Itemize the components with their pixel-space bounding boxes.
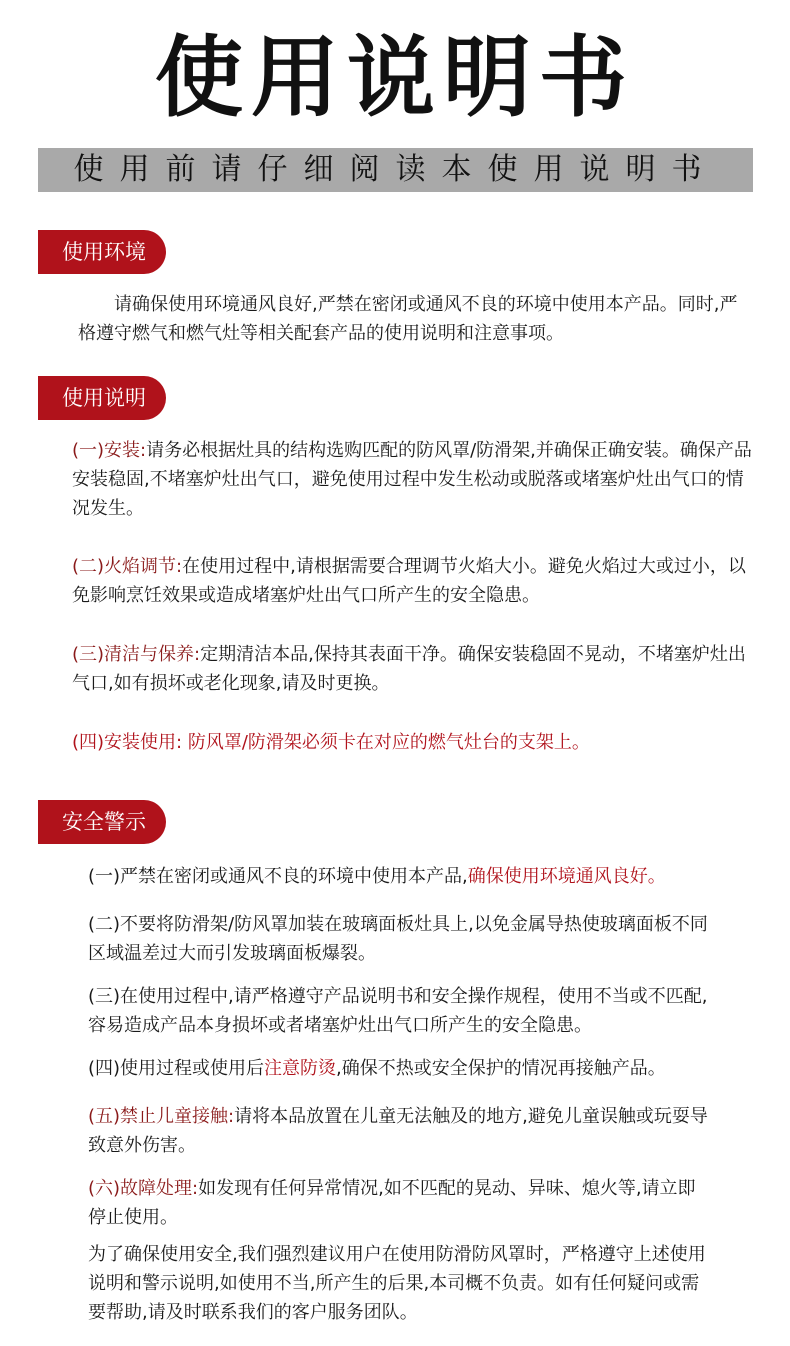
usage-item-1-label: (一)安装: <box>72 440 147 461</box>
usage-item-3-label: (三)清洁与保养: <box>72 644 201 665</box>
usage-item-4 <box>72 728 752 757</box>
safety-item-4-post: ,确保不热或安全保护的情况再接触产品。 <box>336 1058 666 1079</box>
usage-item-4-label: (四)安装使用: 防风罩/防滑架必须卡在对应的燃气灶台的支架上。 <box>72 732 590 753</box>
usage-item-1-text: 请务必根据灶具的结构选购匹配的防风罩/防滑架,并确保正确安装。确保产品安装稳固,不堵塞炉灶出气口，避免使用过程中发生松动或脱落或堵塞炉灶出气口的情况发生。 <box>72 440 752 519</box>
usage-item-2-label: (二)火焰调节: <box>72 556 183 577</box>
subtitle-banner: 使用前请仔细阅读本使用说明书 <box>38 148 753 192</box>
safety-item-5 <box>88 1102 708 1160</box>
safety-item-5-label: (五)禁止儿童接触: <box>88 1106 235 1127</box>
safety-item-2: (二)不要将防滑架/防风罩加装在玻璃面板灶具上,以免金属导热使玻璃面板不同区域温差过大而引发玻璃面板爆裂。 <box>88 914 708 964</box>
usage-item-3 <box>72 640 752 698</box>
environment-text: 请确保使用环境通风良好,严禁在密闭或通风不良的环境中使用本产品。同时,严格遵守燃气和燃气灶等相关配套产品的使用说明和注意事项。 <box>78 294 738 344</box>
usage-item-2 <box>72 552 752 610</box>
safety-item-6 <box>88 1174 708 1232</box>
page-title: 使用说明书 <box>154 26 635 129</box>
safety-item-1 <box>88 862 728 891</box>
safety-item-1-highlight: 确保使用环境通风良好。 <box>467 866 666 887</box>
safety-item-3: (三)在使用过程中,请严格遵守产品说明书和安全操作规程，使用不当或不匹配,容易造成产品本身损坏或者堵塞炉灶出气口所产生的安全隐患。 <box>88 986 708 1036</box>
section-tag-environment: 使用环境 <box>38 230 166 274</box>
safety-item-4-pre: (四)使用过程或使用后 <box>88 1058 265 1079</box>
safety-item-6-label: (六)故障处理: <box>88 1178 199 1199</box>
usage-item-2-text: 在使用过程中,请根据需要合理调节火焰大小。避免火焰过大或过小，以免影响烹饪效果或造成堵塞炉灶出气口所产生的安全隐患。 <box>72 556 746 606</box>
safety-item-4-highlight: 注意防烫 <box>264 1058 337 1079</box>
safety-closing-text: 为了确保使用安全,我们强烈建议用户在使用防滑防风罩时，严格遵守上述使用说明和警示说明,如使用不当,所产生的后果,本司概不负责。如有任何疑问或需要帮助,请及时联系我们的客户服务团队。 <box>88 1244 706 1323</box>
safety-item-5-text: 请将本品放置在儿童无法触及的地方,避免儿童误触或玩耍导致意外伤害。 <box>88 1106 708 1156</box>
section-tag-usage: 使用说明 <box>38 376 166 420</box>
safety-item-4 <box>88 1054 728 1083</box>
section-tag-safety: 安全警示 <box>38 800 166 844</box>
usage-item-1 <box>72 436 752 523</box>
usage-item-3-text: 定期清洁本品,保持其表面干净。确保安装稳固不晃动，不堵塞炉灶出气口,如有损坏或老化现象,请及时更换。 <box>72 644 746 694</box>
safety-item-1-text: (一)严禁在密闭或通风不良的环境中使用本产品, <box>88 866 468 887</box>
safety-item-6-text: 如发现有任何异常情况,如不匹配的晃动、异味、熄火等,请立即停止使用。 <box>88 1178 696 1228</box>
